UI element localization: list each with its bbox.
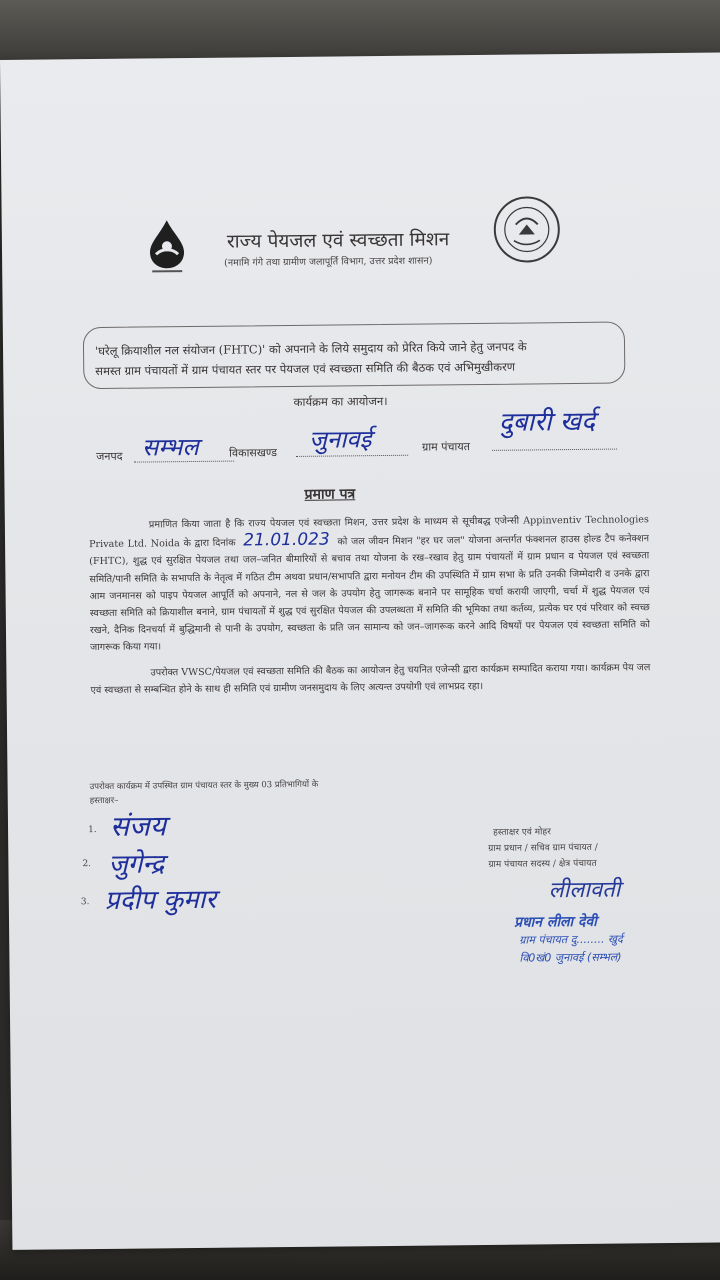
subject-line-1: 'घरेलू क्रियाशील नल संयोजन (FHTC)' को अपनाने के लिये समुदाय को प्रेरित किये जाने हेतु जनपद के — [94, 339, 527, 359]
stamp-line-1: प्रधान लीला देवी — [513, 913, 597, 931]
stamp-line-3: वि0खं0 जुनावई (सम्भल) — [519, 950, 622, 965]
mission-title: राज्य पेयजल एवं स्वच्छता मिशन — [226, 228, 450, 253]
stamp-line-2: ग्राम पंचायत दु........ खुर्द — [519, 932, 623, 947]
certificate-text-1: प्रमाणित किया जाता है कि राज्य पेयजल एवं स्वच्छता मिशन, उत्तर प्रदेश के माध्यम से सूचीबद्ध एजेन्सी Appinventiv Technologies Private Ltd. Noida के द्वारा दिनांक — [89, 514, 649, 551]
certificate-text-2: को जल जीवन मिशन "हर घर जल" योजना अन्तर्गत फंक्शनल हाउस होल्ड टैप कनेक्शन (FHTC), शुद्ध एवं सुरक्षित पेयजल तथा जल–जनित बीमारियों से बचाव तथा योजना के रख–रखाव हेतु ग्राम पंचायतों में ग्राम प्रधान व पेयजल एवं स्वच्छता समिति/पानी समिति के सभापति के नेतृत्व में गठित टीम अथवा प्रधान/सभापति द्वारा मनोयन टीम की उपस्थिति में ग्राम सभा के प्रति उनकी जिम्मेदारी व उनके द्वारा आम जनमानस को पाइप पेयजल आपूर्ति को अपनाने, नल से जल के उपयोग हेतु जागरूक बनाने पर सामूहिक चर्चा करायी जाएगी, चर्चा में शुद्ध पेयजल एवं स्वच्छता समिति को क्रियाशील बनाने, ग्राम पंचायतों में शुद्ध एवं सुरक्षित पेयजल की उपलब्धता में समिति की भूमिका तथा कर्तव्य, प्रत्येक घर एवं परिवार को स्वच्छ रखने, दैनिक दिनचर्या में बुद्धिमानी से पानी के उपयोग, स्वच्छता के प्रति जन सामान्य को जन–जागरूक करने आदि विषयों पर पेयजल एवं स्वच्छता समिति को जागरूक किया गया। — [89, 533, 651, 654]
pradhan-signature: लीलावती — [548, 877, 621, 904]
participant-signature-2: जुगेन्द्र — [108, 849, 165, 880]
up-government-seal-icon — [491, 194, 562, 265]
document-page — [0, 52, 720, 1249]
participant-signature-3: प्रदीप कुमार — [104, 884, 217, 916]
panchayat-label: ग्राम पंचायत — [422, 440, 471, 454]
signatory-line-3: ग्राम पंचायत सदस्य / क्षेत्र पंचायत — [488, 858, 597, 870]
participant-number-2: 2. — [82, 859, 92, 870]
jal-nigam-logo-icon — [142, 216, 193, 277]
district-value: सम्भल — [141, 432, 199, 462]
participant-signature-1: संजय — [109, 809, 167, 843]
certificate-paragraph-2 — [90, 659, 650, 705]
subject-line-2: समस्त ग्राम पंचायतों में ग्राम पंचायत स्तर पर पेयजल एवं स्वच्छता समिति की बैठक एवं अभिमुखीकरण — [95, 359, 516, 379]
district-label: जनपद — [96, 449, 123, 464]
certificate-text-3: उपरोक्त VWSC/पेयजल एवं स्वच्छता समिति की बैठक का आयोजन हेतु चयनित एजेन्सी द्वारा कार्यक्रम सम्पादित कराया गया। कार्यक्रम पेय जल एवं स्वच्छता से सम्बन्धित होने के साथ ही समिति एवं ग्रामीण जनसमुदाय के लिए अत्यन्त उपयोगी एवं लाभप्रद रहा। — [90, 662, 651, 697]
certificate-paragraph — [89, 511, 650, 657]
signatory-line-2: ग्राम प्रधान / सचिव ग्राम पंचायत / — [488, 842, 598, 854]
panchayat-value: दुबारी खर्द — [498, 406, 596, 438]
certificate-date: 21.01.023 — [243, 529, 330, 551]
block-value: जुनावई — [308, 425, 372, 454]
mission-subtitle: (नमामि गंगे तथा ग्रामीण जलापूर्ति विभाग, उत्तर प्रदेश शासन) — [224, 255, 433, 269]
attendance-intro-2: हस्ताक्षर– — [89, 795, 119, 807]
subject-line-3: कार्यक्रम का आयोजन। — [293, 393, 388, 409]
panchayat-line — [492, 448, 617, 451]
certificate-title: प्रमाण पत्र — [304, 486, 356, 503]
signatory-line-1: हस्ताक्षर एवं मोहर — [493, 827, 551, 838]
attendance-intro: उपरोक्त कार्यक्रम में उपस्थित ग्राम पंचायत स्तर के मुख्य 03 प्रतिभागियों के — [89, 779, 319, 793]
participant-number-1: 1. — [88, 825, 97, 836]
participant-number-3: 3. — [80, 897, 90, 908]
block-label: विकासखण्ड — [229, 446, 278, 460]
